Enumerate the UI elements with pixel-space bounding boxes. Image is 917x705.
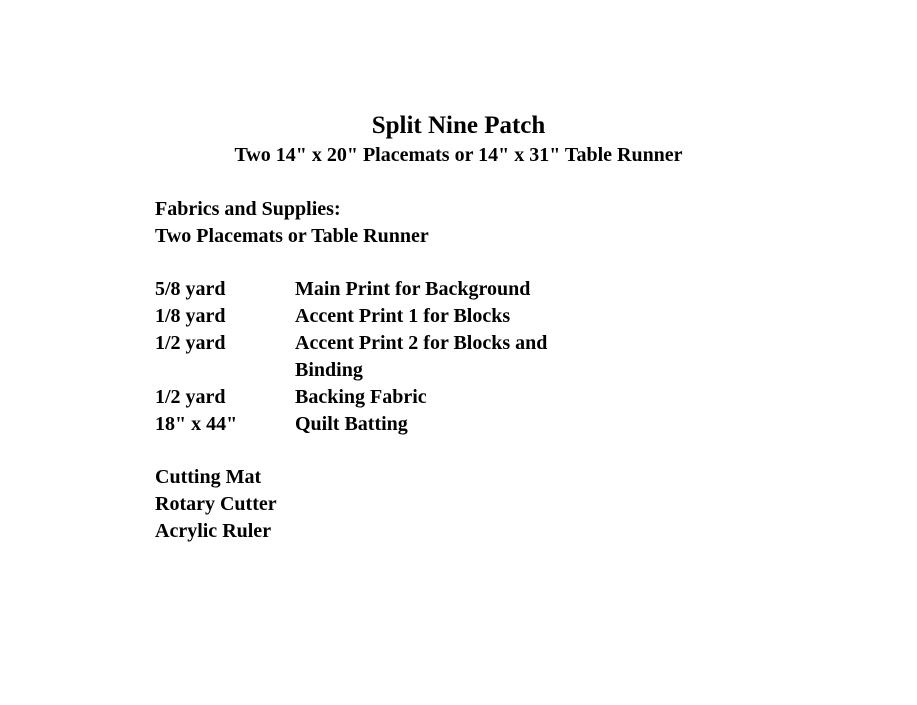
fabric-description-continuation: Binding <box>295 359 363 381</box>
fabric-description: Accent Print 1 for Blocks <box>295 305 511 327</box>
fabric-row <box>155 384 547 411</box>
fabrics-heading-block <box>155 196 429 250</box>
fabric-row <box>155 303 547 330</box>
fabric-description: Accent Print 2 for Blocks and <box>295 332 548 354</box>
fabric-row-continuation <box>155 357 547 384</box>
fabric-quantity: 1/2 yard <box>155 386 226 408</box>
fabric-row <box>155 330 547 357</box>
fabric-quantity: 18" x 44" <box>155 413 238 435</box>
fabric-row <box>155 276 547 303</box>
fabric-quantity: 1/2 yard <box>155 332 226 354</box>
fabric-row <box>155 411 547 438</box>
fabric-description: Backing Fabric <box>295 386 427 408</box>
supply-item: Cutting Mat <box>155 466 262 488</box>
supply-item: Acrylic Ruler <box>155 520 272 542</box>
supply-item: Rotary Cutter <box>155 493 277 515</box>
fabric-quantity-empty <box>155 357 295 384</box>
page-title: Split Nine Patch <box>371 112 546 139</box>
fabric-quantity: 1/8 yard <box>155 305 226 327</box>
fabric-description: Main Print for Background <box>295 278 531 300</box>
section-subheading: Two Placemats or Table Runner <box>155 225 429 247</box>
fabric-quantity: 5/8 yard <box>155 278 226 300</box>
fabric-description: Quilt Batting <box>295 413 408 435</box>
page-subtitle: Two 14" x 20" Placemats or 14" x 31" Table Runner <box>234 144 683 166</box>
section-heading: Fabrics and Supplies: <box>155 198 341 220</box>
fabric-list <box>155 276 547 438</box>
supplies-list <box>155 464 277 545</box>
